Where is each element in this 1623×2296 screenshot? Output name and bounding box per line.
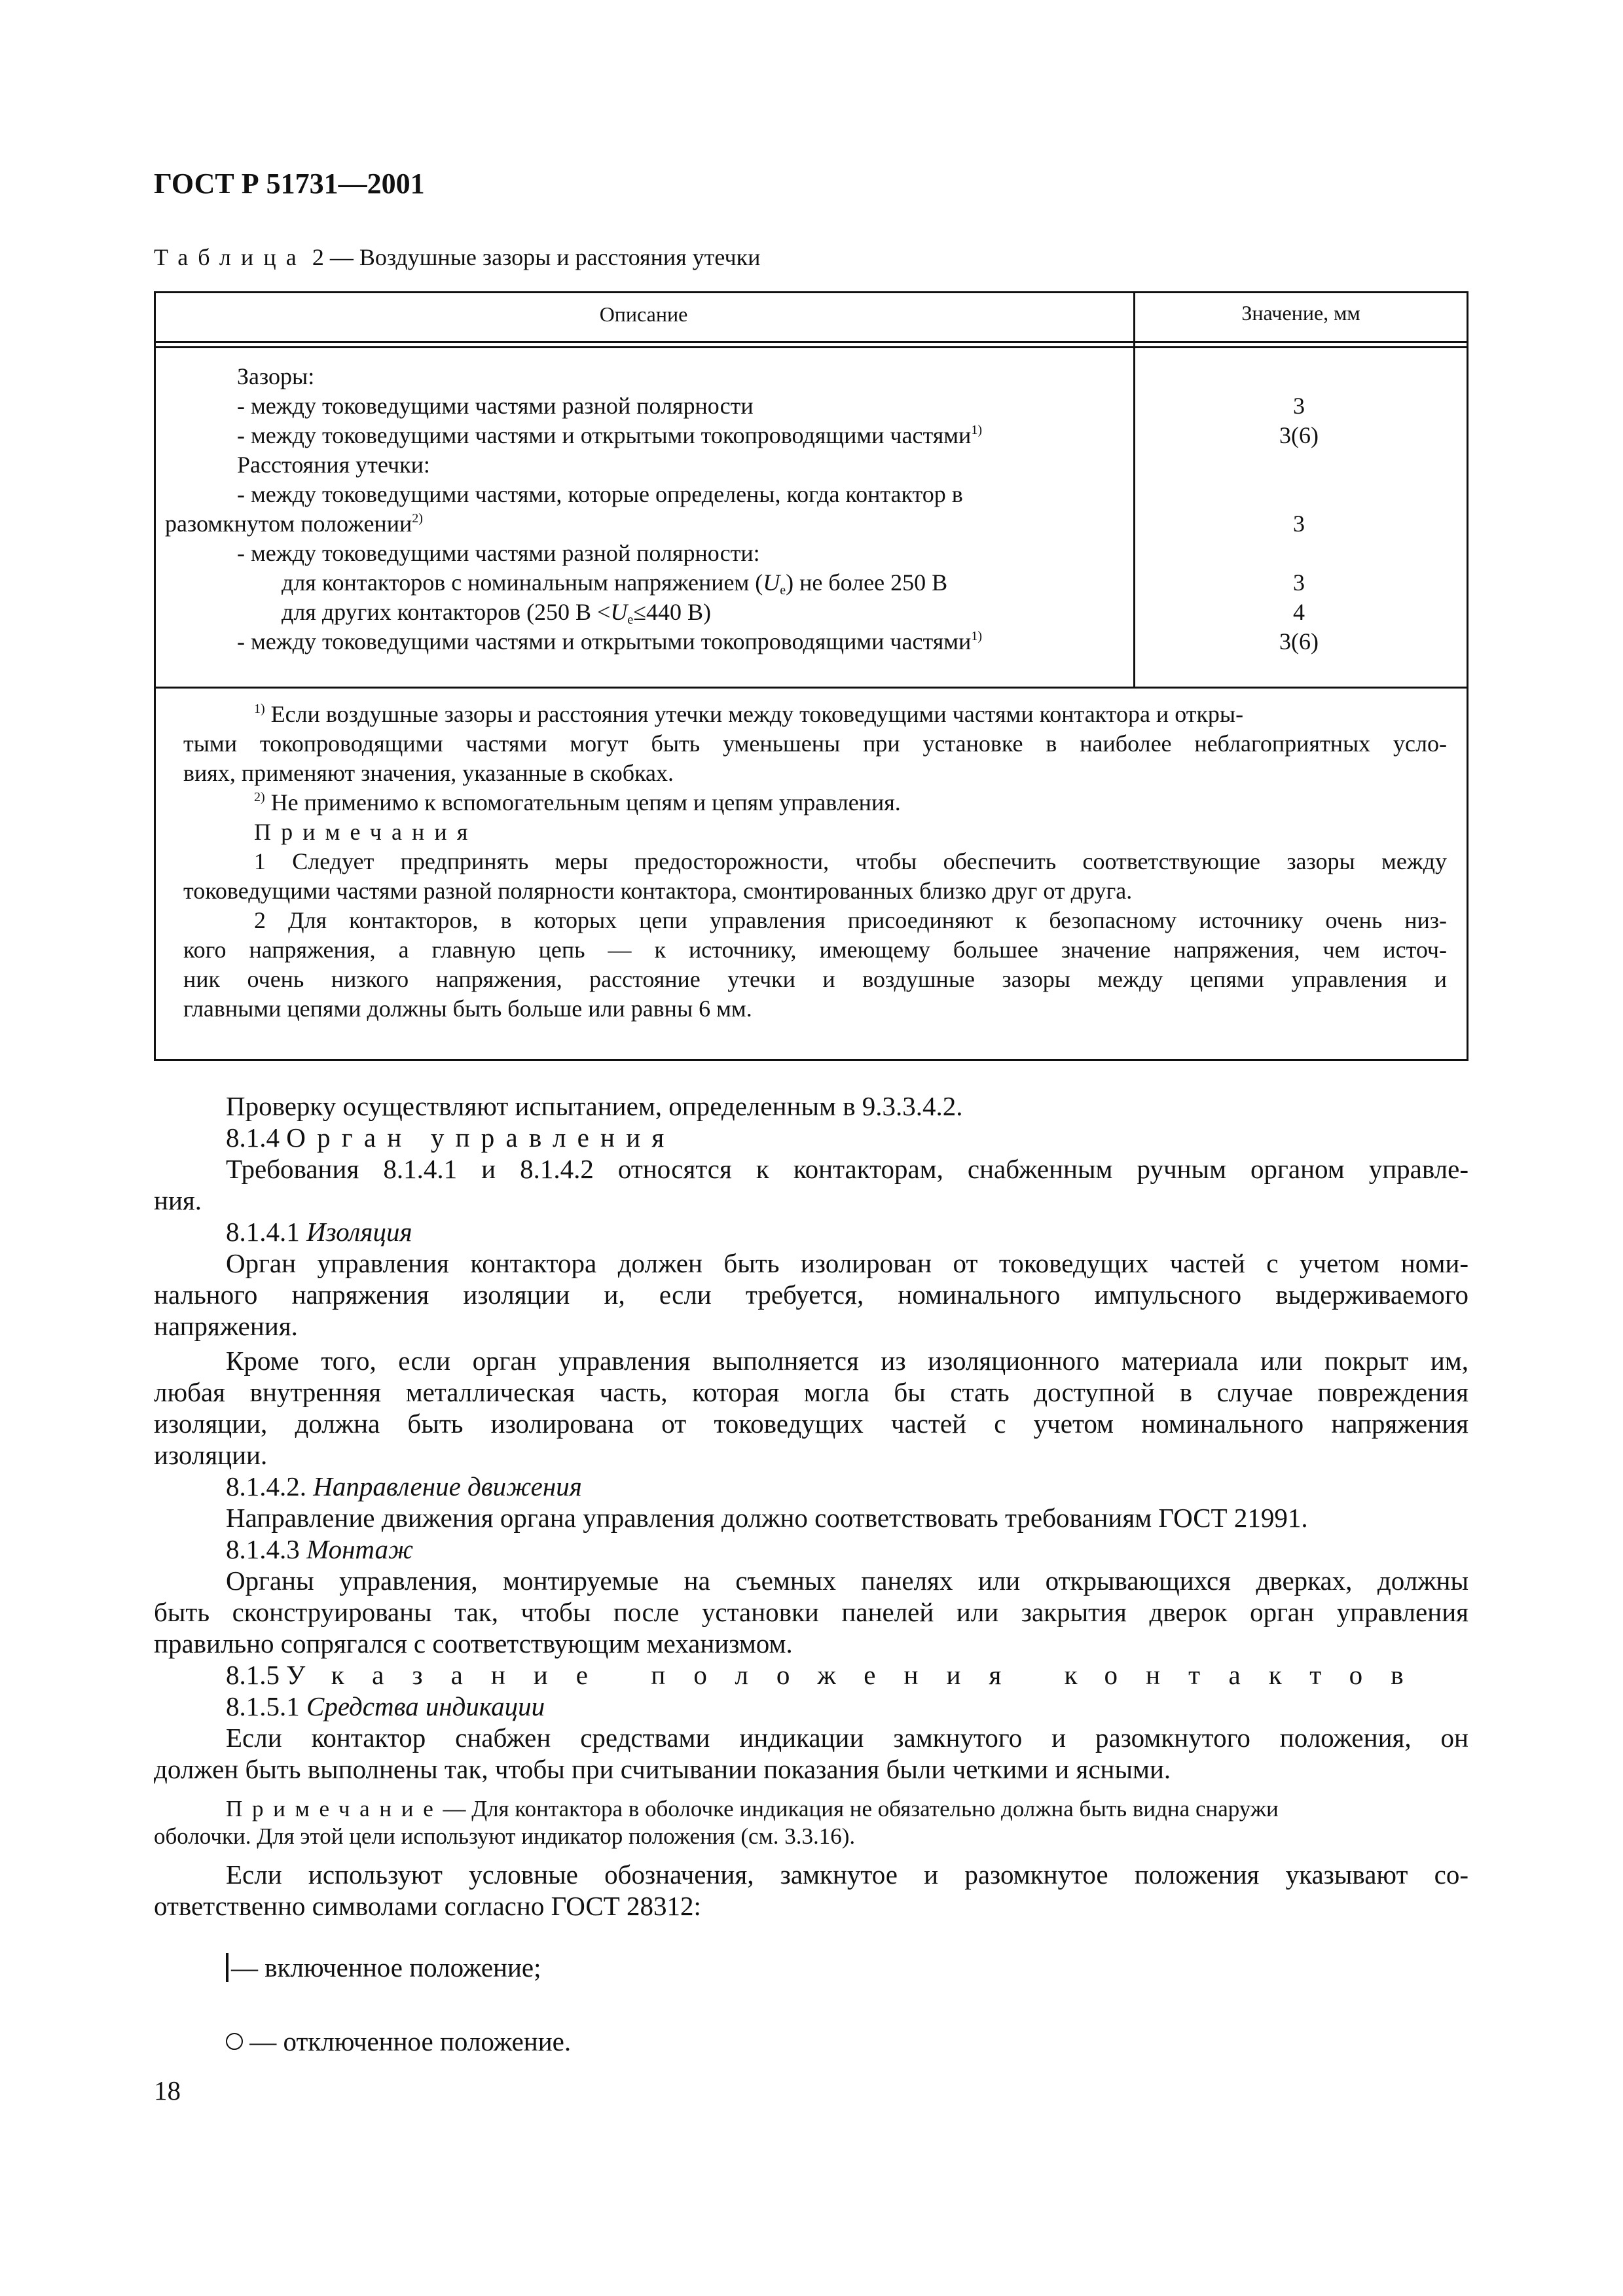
voltage-symbol: U	[763, 569, 780, 596]
table-header-divider	[154, 341, 1468, 343]
paragraph: быть сконструированы так, чтобы после установки панелей или закрытия дверок орган управления	[154, 1597, 1468, 1627]
row-text: для других контакторов (250 В <	[282, 599, 611, 625]
table-row: - между токоведущими частями разной полярности	[237, 393, 754, 419]
voltage-subscript: e	[780, 583, 786, 598]
symbol-description: — отключенное положение.	[249, 2026, 572, 2056]
footnote-ref: 2)	[412, 511, 423, 526]
footnote-ref: 1)	[971, 423, 982, 437]
section-heading	[226, 1691, 545, 1722]
paragraph: Органы управления, монтируемые на съемных панелях или открывающихся дверках, должны	[226, 1566, 1468, 1596]
row-text: разомкнутом положении	[165, 511, 412, 537]
note-text: ник очень низкого напряжения, расстояние утечки и воздушные зазоры между цепями управления и	[183, 966, 1447, 992]
note-text: — Для контактора в оболочке индикация не обязательно должна быть видна снаружи	[443, 1796, 1279, 1821]
paragraph: Если контактор снабжен средствами индикации замкнутого и разомкнутого положения, он	[226, 1723, 1468, 1753]
section-title: Изоляция	[306, 1217, 412, 1247]
paragraph: напряжения.	[154, 1311, 298, 1341]
paragraph: Проверку осуществляют испытанием, определенным в 9.3.3.4.2.	[226, 1091, 963, 1121]
paragraph: ответственно символами согласно ГОСТ 28312:	[154, 1891, 701, 1921]
paragraph: Кроме того, если орган управления выполняется из изоляционного материала или покрыт им,	[226, 1346, 1468, 1376]
table-row: Расстояния утечки:	[237, 452, 430, 478]
table-cell-value: 3(6)	[1279, 422, 1319, 448]
symbol-off-line	[226, 2026, 571, 2057]
table-row: - между токоведущими частями разной полярности:	[237, 540, 760, 566]
paragraph: нального напряжения изоляции и, если требуется, номинального импульсного выдерживаемого	[154, 1280, 1468, 1310]
section-title: Орган управления	[286, 1122, 676, 1153]
paragraph: Требования 8.1.4.1 и 8.1.4.2 относятся к контакторам, снабженным ручным органом управле-	[226, 1154, 1468, 1184]
note-text: 2 Для контакторов, в которых цепи управления присоединяют к безопасному источнику очень низ-	[254, 907, 1447, 933]
column-header-description: Описание	[599, 302, 688, 326]
paragraph: должен быть выполнены так, чтобы при считывании показания были четкими и ясными.	[154, 1754, 1171, 1784]
section-title: Монтаж	[306, 1534, 414, 1564]
table-caption	[154, 243, 760, 271]
footnote-ref: 1)	[971, 629, 982, 643]
section-number: 8.1.5.1	[226, 1691, 300, 1721]
row-text: - между токоведущими частями и открытыми токопроводящими частями	[237, 628, 972, 655]
paragraph: Если используют условные обозначения, замкнутое и разомкнутое положения указывают со-	[226, 1859, 1468, 1890]
table-footnote-divider	[154, 687, 1468, 689]
table-cell-value: 3	[1293, 569, 1305, 596]
table-row: Зазоры:	[237, 363, 315, 389]
paragraph: изоляции, должна быть изолирована от токоведущих частей с учетом номинального напряжения	[154, 1408, 1468, 1439]
section-heading	[226, 1122, 675, 1153]
table-caption-text: — Воздушные зазоры и расстояния утечки	[329, 244, 761, 270]
note-text: кого напряжения, а главную цепь — к источнику, имеющему большее значение напряжения, чем источ-	[183, 937, 1447, 963]
table-row	[282, 568, 947, 598]
table-cell-value: 4	[1293, 599, 1305, 625]
section-heading	[226, 1534, 413, 1565]
page-number: 18	[154, 2075, 181, 2106]
notes-title: Примечания	[254, 819, 478, 845]
section-title: Направление движения	[313, 1471, 582, 1501]
table-row	[237, 627, 982, 656]
section-title: Средства индикации	[306, 1691, 545, 1721]
note-text: главными цепями должны быть больше или равны 6 мм.	[183, 996, 752, 1022]
on-position-bar-icon	[226, 1953, 228, 1982]
table-footnote-1	[254, 700, 1243, 729]
table-cell-value: 3	[1293, 511, 1305, 537]
table-cell-value: 3	[1293, 393, 1305, 419]
table-caption-label: Таблица	[154, 244, 306, 270]
note-text: токоведущими частями разной полярности контактора, смонтированных близко друг от друга.	[183, 878, 1133, 904]
paragraph: Направление движения органа управления должно соответствовать требованиям ГОСТ 21991.	[226, 1503, 1308, 1533]
symbol-on-line	[226, 1952, 541, 1983]
note	[226, 1795, 1279, 1823]
section-number: 8.1.4.2.	[226, 1471, 306, 1501]
section-heading	[226, 1471, 582, 1502]
table-header-divider-double	[154, 346, 1468, 348]
section-title: Указание положения контактов	[286, 1660, 1432, 1690]
table-cell-value: 3(6)	[1279, 628, 1319, 655]
paragraph: Орган управления контактора должен быть изолирован от токоведущих частей с учетом номи-	[226, 1248, 1468, 1278]
table-row	[282, 598, 711, 627]
row-text: для контакторов с номинальным напряжением (	[282, 569, 763, 596]
footnote-mark: 1)	[254, 702, 265, 716]
row-text: ) не более 250 В	[786, 569, 948, 596]
row-text: - между токоведущими частями и открытыми токопроводящими частями	[237, 422, 972, 448]
section-number: 8.1.4	[226, 1122, 280, 1153]
note-text: оболочки. Для этой цели используют индикатор положения (см. 3.3.16).	[154, 1823, 856, 1849]
document-header: ГОСТ Р 51731—2001	[154, 168, 425, 200]
voltage-subscript: e	[627, 613, 634, 627]
paragraph: правильно сопрягался с соответствующим механизмом.	[154, 1628, 793, 1659]
section-heading	[226, 1659, 1432, 1691]
symbol-description: — включенное положение;	[231, 1952, 541, 1982]
table-row	[165, 509, 423, 539]
voltage-symbol: U	[610, 599, 628, 625]
section-number: 8.1.5	[226, 1660, 280, 1690]
off-position-circle-icon	[226, 2033, 243, 2050]
column-header-value: Значение, мм	[1241, 301, 1360, 325]
table-row	[237, 421, 982, 450]
footnote-text: виях, применяют значения, указанные в скобках.	[183, 760, 674, 786]
table-row: - между токоведущими частями, которые определены, когда контактор в	[237, 481, 963, 507]
footnote-text: Не применимо к вспомогательным цепям и цепям управления.	[270, 789, 901, 816]
footnote-mark: 2)	[254, 790, 265, 804]
footnote-text: Если воздушные зазоры и расстояния утечки между токоведущими частями контактора и откры-	[270, 701, 1244, 727]
row-text: ≤440 В)	[633, 599, 712, 625]
table-footnote-2	[254, 788, 901, 817]
paragraph: любая внутренняя металлическая часть, которая могла бы стать доступной в случае повреждения	[154, 1377, 1468, 1407]
section-heading	[226, 1216, 412, 1247]
table-caption-number: 2	[312, 244, 324, 270]
note-text: 1 Следует предпринять меры предосторожности, чтобы обеспечить соответствующие зазоры между	[254, 848, 1447, 874]
paragraph: изоляции.	[154, 1440, 268, 1470]
section-number: 8.1.4.3	[226, 1534, 300, 1564]
section-number: 8.1.4.1	[226, 1217, 300, 1247]
paragraph: ния.	[154, 1185, 202, 1215]
footnote-text: тыми токопроводящими частями могут быть уменьшены при установке в наиболее неблагоприятных усло-	[183, 730, 1447, 757]
note-label: Примечание	[226, 1796, 443, 1821]
